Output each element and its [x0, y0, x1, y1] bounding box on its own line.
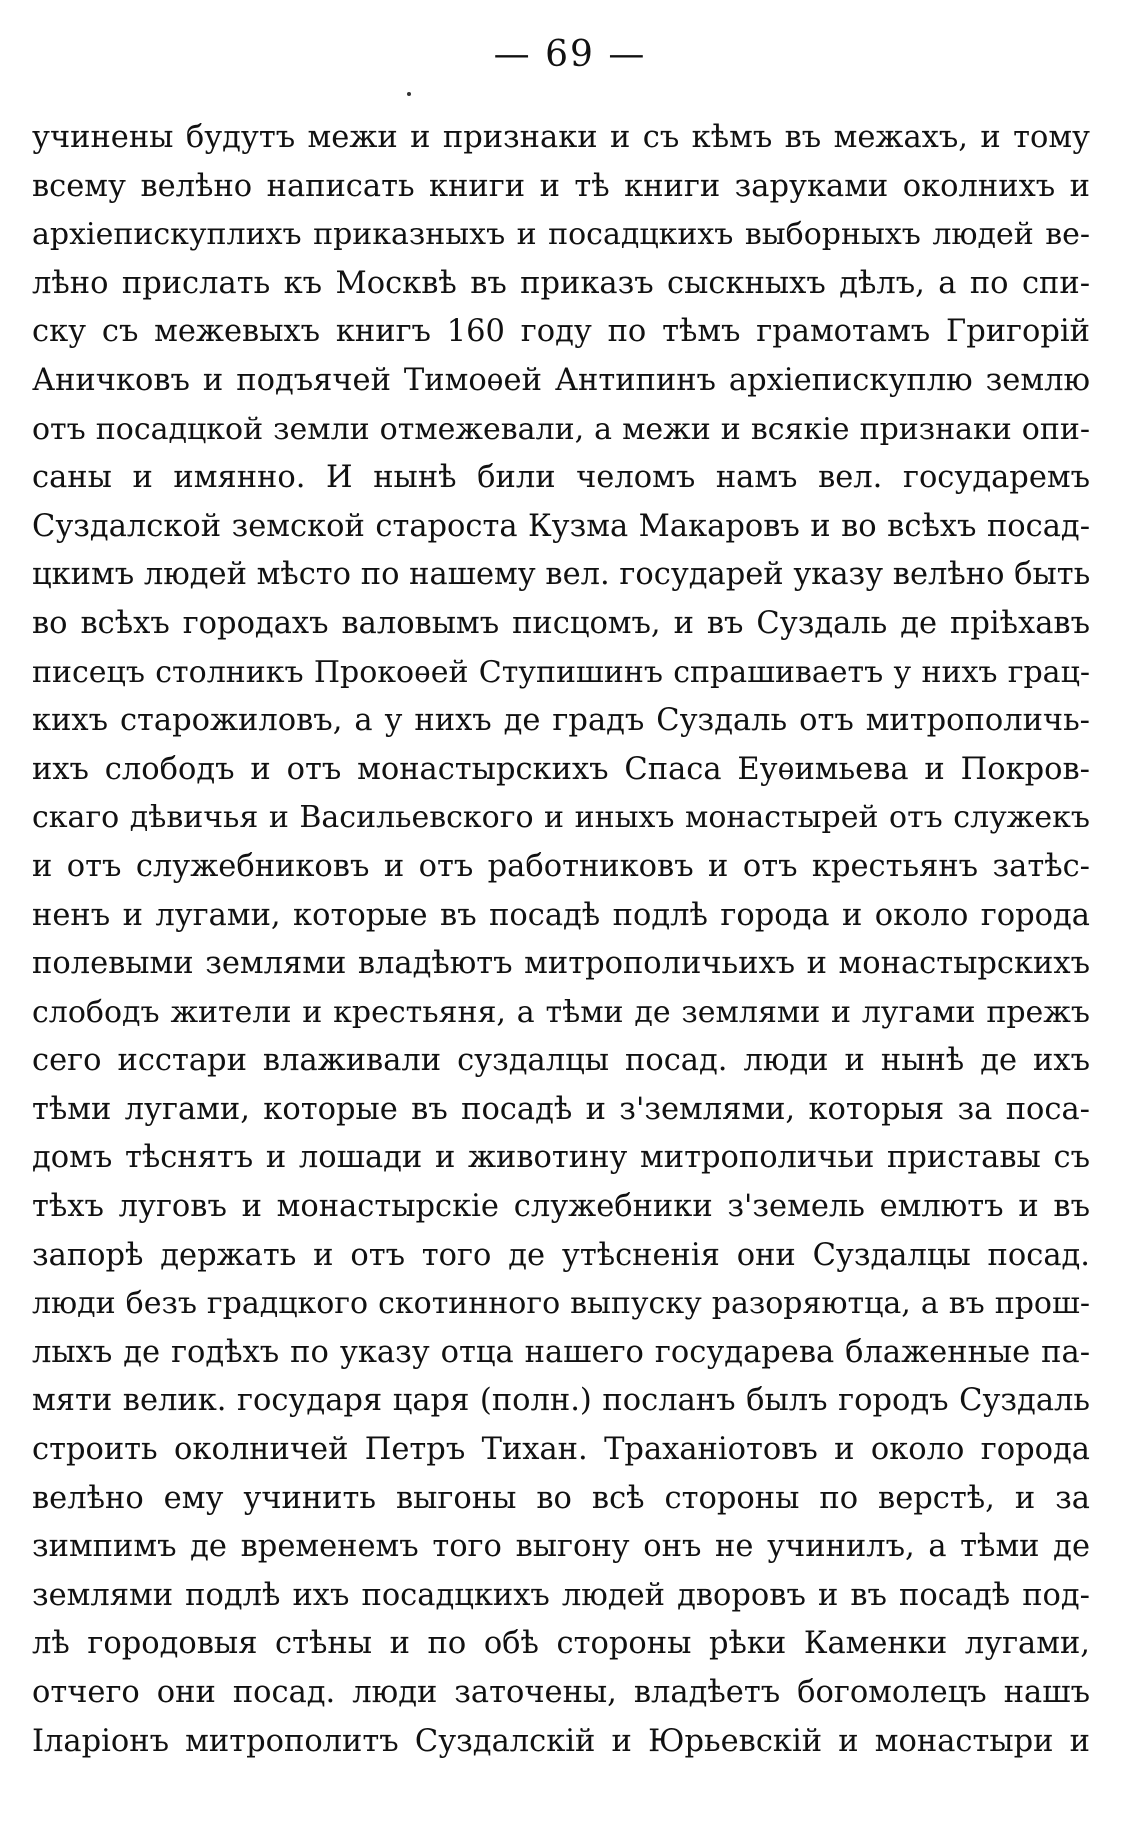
text-line: Суздалской земской староста Кузма Макаровъ и во всѣхъ посад- — [32, 508, 1090, 544]
text-line: саны и имянно. И нынѣ били челомъ намъ вел. государемъ — [32, 460, 1090, 496]
text-line: слободъ жители и крестьяня, а тѣми де землями и лугами прежъ — [32, 994, 1090, 1030]
text-line: писецъ столникъ Прокоѳей Ступишинъ спрашиваетъ у нихъ грац- — [32, 654, 1090, 690]
text-line: архіепискуплихъ приказныхъ и посадцкихъ выборныхъ людей ве- — [32, 217, 1090, 253]
text-line: учинены будутъ межи и признаки и съ кѣмъ въ межахъ, и тому — [32, 120, 1090, 155]
text-line: кихъ старожиловъ, а у нихъ де градъ Суздаль отъ митрополичь- — [32, 703, 1090, 739]
text-line: ску съ межевыхъ книгъ 160 году по тѣмъ грамотамъ Григорій — [32, 314, 1090, 350]
text-line: люди безъ градцкого скотинного выпуску разоряютца, а въ прош- — [32, 1286, 1090, 1322]
text-line: тѣхъ луговъ и монастырскіе служебники з'земель емлютъ и въ — [32, 1189, 1090, 1225]
text-line: Аничковъ и подъячей Тимоѳей Антипинъ архіепискуплю землю — [32, 362, 1090, 398]
text-line: отъ посадцкой земли отмежевали, а межи и всякіе признаки опи- — [32, 411, 1090, 447]
text-line: тѣми лугами, которые въ посадѣ и з'землями, которыя за поса- — [32, 1091, 1090, 1127]
text-line: полевыми землями владѣютъ митрополичьихъ и монастырскихъ — [32, 946, 1090, 982]
text-line: землями подлѣ ихъ посадцкихъ людей дворовъ и въ посадѣ под- — [32, 1577, 1090, 1613]
text-line: запорѣ держать и отъ того де утѣсненія они Суздалцы посад. — [32, 1237, 1090, 1273]
text-line: ихъ слободъ и отъ монастырскихъ Спаса Еуѳимьева и Покров- — [32, 751, 1090, 787]
text-line: и отъ служебниковъ и отъ работниковъ и отъ крестьянъ затѣс- — [32, 848, 1090, 884]
text-line: велѣно ему учинить выгоны во всѣ стороны по верстѣ, и за — [32, 1480, 1090, 1516]
text-line: Іларіонъ митрополитъ Суздалскій и Юрьевскій и монастыри и — [32, 1723, 1090, 1759]
text-line: мяти велик. государя царя (полн.) посланъ былъ городъ Суздаль — [32, 1383, 1090, 1419]
text-line: ненъ и лугами, которые въ посадѣ подлѣ города и около города — [32, 897, 1090, 933]
text-line: зимпимъ де временемъ того выгону онъ не учинилъ, а тѣми де — [32, 1529, 1090, 1565]
ink-speck — [407, 92, 411, 96]
text-line: всему велѣно написать книги и тѣ книги заруками околнихъ и — [32, 168, 1090, 204]
text-line: скаго дѣвичья и Васильевского и иныхъ монастырей отъ служекъ — [32, 800, 1090, 836]
text-line: сего исстари влаживали суздалцы посад. люди и нынѣ де ихъ — [32, 1043, 1090, 1079]
text-line: во всѣхъ городахъ валовымъ писцомъ, и въ Суздаль де пріѣхавъ — [32, 605, 1090, 641]
text-line: строить околничей Петръ Тихан. Траханіотовъ и около города — [32, 1432, 1090, 1468]
page-number: — 69 — — [493, 34, 647, 75]
text-line: цкимъ людей мѣсто по нашему вел. государей указу велѣно быть — [32, 557, 1090, 593]
text-line: отчего они посад. люди заточены, владѣетъ богомолецъ нашъ — [32, 1675, 1090, 1710]
text-line: лыхъ де годѣхъ по указу отца нашего государева блаженные па- — [32, 1334, 1090, 1370]
body-text — [32, 114, 1090, 1766]
text-line: домъ тѣснятъ и лошади и животину митрополичьи приставы съ — [32, 1140, 1090, 1176]
text-line: лѣ городовыя стѣны и по обѣ стороны рѣки Каменки лугами, — [32, 1626, 1090, 1662]
text-line: лѣно прислать къ Москвѣ въ приказъ сыскныхъ дѣлъ, а по спи- — [32, 265, 1090, 301]
